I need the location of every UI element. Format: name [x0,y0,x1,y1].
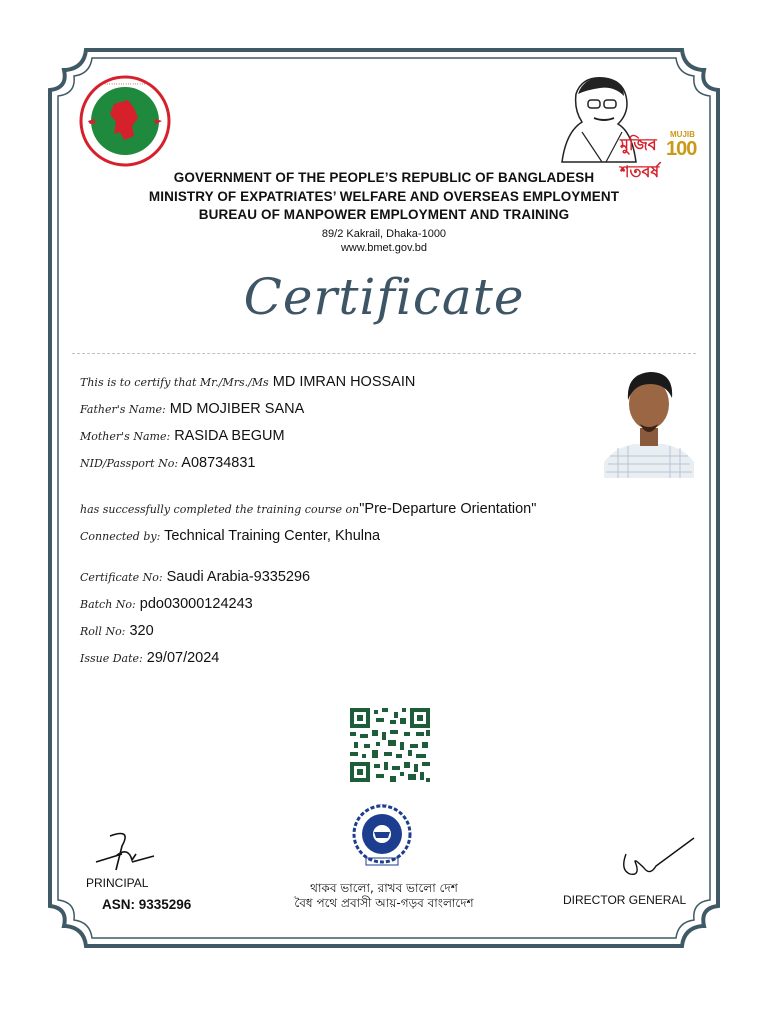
mujib-100: 100 [666,138,697,160]
connected-row [80,528,380,544]
header-line-3: BUREAU OF MANPOWER EMPLOYMENT AND TRAINING [198,207,570,222]
nid-row [80,455,255,471]
header-line-1: GOVERNMENT OF THE PEOPLE’S REPUBLIC OF BANGLADESH [173,170,595,185]
mujib-text-en: MUJIB [670,130,695,139]
bmet-emblem-icon [344,798,420,868]
holder-photo [604,366,694,478]
connected-label: Connected by: [80,530,161,543]
header-line-2: MINISTRY OF EXPATRIATES’ WELFARE AND OVERSEAS EMPLOYMENT [148,189,620,204]
cert-no-label: Certificate No: [80,571,163,584]
svg-text:⋯⋯⋯⋯⋯⋯: ⋯⋯⋯⋯⋯⋯ [104,80,146,88]
issue-label: Issue Date: [80,652,143,665]
nid-label: NID/Passport No: [80,457,179,470]
batch-label: Batch No: [80,598,136,611]
roll-row [80,623,154,639]
mother-row [80,428,285,444]
course-row [80,501,536,517]
mother-name: RASIDA BEGUM [174,428,285,444]
issue-value: 29/07/2024 [146,650,220,666]
batch-row [80,596,253,612]
father-row [80,401,304,417]
mujib-text-bn: মুজিব শতবর্ষ [620,135,660,181]
roll-label: Roll No: [80,625,126,638]
course-name: "Pre-Departure Orientation" [359,501,537,517]
mujib-100-logo-icon [552,72,697,181]
slogan-line-1: থাকব ভালো, রাখব ভালো দেশ [310,881,458,895]
slogan-line-2: বৈধ পথে প্রবাসী আয়-গড়ব বাংলাদেশ [294,896,474,910]
qr-code-icon [350,708,430,782]
principal-label: PRINCIPAL [86,876,149,890]
name-row [80,374,415,390]
nid-value: A08734831 [181,455,256,471]
principal-signature-icon [92,826,162,874]
connected-value: Technical Training Center, Khulna [164,528,381,544]
holder-name: MD IMRAN HOSSAIN [272,374,416,390]
director-signature-icon [616,834,696,884]
cert-no-row [80,569,310,585]
mother-label: Mother's Name: [80,430,171,443]
father-name: MD MOJIBER SANA [169,401,305,417]
issue-row [80,650,219,666]
cert-no-value: Saudi Arabia-9335296 [166,569,311,585]
address: 89/2 Kakrail, Dhaka-1000 [321,228,447,240]
bangladesh-government-seal-icon [76,74,174,168]
completed-label: has successfully completed the training course on [80,503,360,516]
divider [72,353,696,354]
roll-value: 320 [129,623,154,639]
certify-label: This is to certify that Mr./Mrs./Ms [80,376,269,389]
website: www.bmet.gov.bd [340,242,427,254]
svg-text:·······: ······· [376,802,388,808]
father-label: Father's Name: [80,403,166,416]
asn-label: ASN: 9335296 [102,897,192,912]
certificate-title: Certificate [243,268,525,326]
batch-value: pdo03000124243 [139,596,253,612]
director-label: DIRECTOR GENERAL [563,893,687,907]
